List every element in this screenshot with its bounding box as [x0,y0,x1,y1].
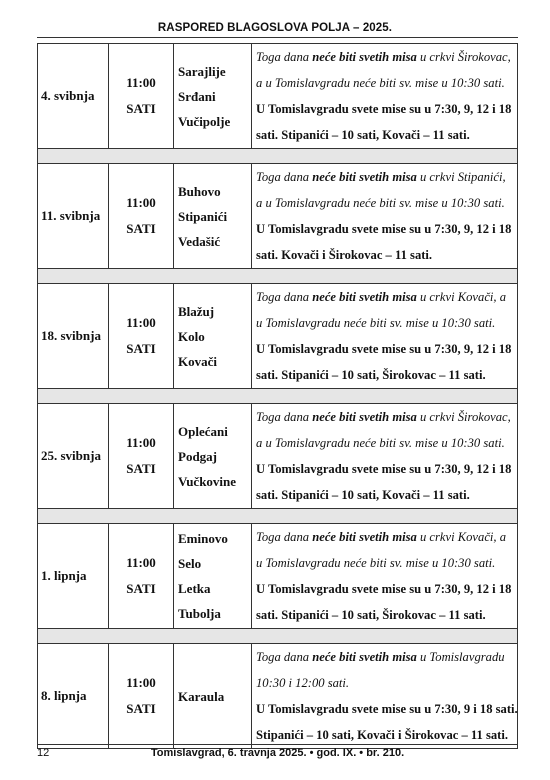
note-text: neće biti svetih misa [312,650,417,664]
table-row [38,524,518,629]
date-cell: 11. svibnja [38,164,109,269]
time-line: SATI [126,701,156,716]
note-text: Toga dana [256,650,313,664]
separator-cell [38,269,518,284]
issue-info: Tomislavgrad, 6. travnja 2025. • god. IX. • br. 210. [150,747,405,759]
note-text: neće biti svetih misa [312,50,417,64]
note-text: sati. Stipanići – 10 sati, Kovači – 11 sati. [256,488,470,502]
note-line [256,524,515,550]
place-name: Srđani [178,88,216,104]
note-text: neće biti svetih misa [312,290,417,304]
row-separator [38,149,518,164]
place-name: Karaula [178,688,225,704]
page-title: RASPORED BLAGOSLOVA POLJA – 2025. [157,22,393,34]
table-row [38,404,518,509]
time-cell [109,284,174,389]
note-text: U Tomislavgradu svete mise su u 7:30, 9, 12 i 18 [256,102,512,116]
note-line [256,602,515,628]
place-name: Kovači [178,353,217,369]
places-cell [174,284,252,389]
note-cell [252,524,518,629]
time-line: SATI [126,101,156,116]
note-text: sati. Stipanići – 10 sati, Širokovac – 11 sati. [256,368,486,382]
time-line: 11:00 [126,75,156,90]
note-text: U Tomislavgradu svete mise su u 7:30, 9, 12 i 18 [256,342,512,356]
note-line [256,576,515,602]
note-text: neće biti svetih misa [312,410,417,424]
note-cell [252,284,518,389]
note-text: Toga dana [256,290,313,304]
row-separator [38,629,518,644]
note-text: u Tomislavgradu neće biti sv. mise u 10:30 sati. [256,556,496,570]
time-cell [109,644,174,749]
note-line [256,96,515,122]
note-text: U Tomislavgradu svete mise su u 7:30, 9 i 18 sati. [256,702,518,716]
place-name: Selo [178,556,202,571]
table-row [38,284,518,389]
note-line [256,44,515,70]
row-separator [38,389,518,404]
note-text: neće biti svetih misa [312,170,417,184]
note-text: U Tomislavgradu svete mise su u 7:30, 9, 12 i 18 [256,222,512,236]
date-cell: 4. svibnja [38,44,109,149]
note-line [256,482,515,508]
note-cell [252,164,518,269]
places-cell [174,404,252,509]
table-row [38,44,518,149]
note-line [256,644,515,670]
note-line [256,164,515,190]
note-text: u crkvi Širokovac, [416,410,511,424]
time-line: 11:00 [126,315,156,330]
row-separator [38,269,518,284]
note-line [256,190,515,216]
separator-cell [38,629,518,644]
note-line [256,310,515,336]
places-cell [174,164,252,269]
schedule-table [37,43,518,749]
places-cell [174,524,252,629]
note-line [256,284,515,310]
place-name: Podgaj [178,448,217,464]
place-name: Letka [178,581,211,596]
place-name: Eminovo [178,531,228,546]
note-text: Toga dana [256,170,313,184]
note-line [256,122,515,148]
time-line: 11:00 [126,195,156,210]
note-line [256,242,515,268]
places-cell [174,44,252,149]
note-text: u crkvi Kovači, a [416,530,507,544]
date-cell: 8. lipnja [38,644,109,749]
note-cell [252,44,518,149]
separator-cell [38,509,518,524]
table-row [38,164,518,269]
note-line [256,336,515,362]
date-cell: 18. svibnja [38,284,109,389]
note-text: Toga dana [256,410,313,424]
note-text: U Tomislavgradu svete mise su u 7:30, 9, 12 i 18 [256,462,512,476]
place-name: Tubolja [178,606,221,621]
note-text: u Tomislavgradu [416,650,505,664]
header-rule [37,37,518,38]
place-name: Vedašić [178,233,221,249]
place-name: Buhovo [178,183,221,199]
time-line: SATI [126,461,156,476]
place-name: Sarajlije [178,63,226,79]
separator-cell [38,389,518,404]
place-name: Vučkovine [178,473,237,489]
note-line [256,362,515,388]
note-line [256,70,515,96]
note-text: sati. Stipanići – 10 sati, Širokovac – 11 sati. [256,608,486,622]
time-line: SATI [126,581,156,596]
page-number: 12 [37,747,50,759]
note-text: neće biti svetih misa [312,530,417,544]
note-text: sati. Kovači i Širokovac – 11 sati. [256,248,433,262]
note-text: u crkvi Stipanići, [416,170,506,184]
place-name: Kolo [178,328,205,344]
time-line: SATI [126,341,156,356]
note-text: Toga dana [256,530,313,544]
date-cell: 1. lipnja [38,524,109,629]
note-text: Stipanići – 10 sati, Kovači i Širokovac – 11 sati. [256,728,509,742]
place-name: Stipanići [178,208,228,224]
time-line: 11:00 [126,555,156,570]
note-text: a u Tomislavgradu neće biti sv. mise u 10:30 sati. [256,76,505,90]
time-cell [109,404,174,509]
places-cell [174,644,252,749]
table-row [38,644,518,749]
note-text: sati. Stipanići – 10 sati, Kovači – 11 sati. [256,128,470,142]
separator-cell [38,149,518,164]
note-cell [252,404,518,509]
note-text: u Tomislavgradu neće biti sv. mise u 10:30 sati. [256,316,496,330]
place-name: Blažuj [178,303,215,319]
time-cell [109,164,174,269]
note-text: u crkvi Širokovac, [416,50,511,64]
note-text: a u Tomislavgradu neće biti sv. mise u 10:30 sati. [256,196,505,210]
note-line [256,456,515,482]
note-line [256,550,515,576]
note-line [256,670,515,696]
time-line: SATI [126,221,156,236]
row-separator [38,509,518,524]
time-cell [109,44,174,149]
footer-rule [37,744,518,745]
time-line: 11:00 [126,675,156,690]
note-line [256,404,515,430]
place-name: Vučipolje [178,113,231,129]
note-text: 10:30 i 12:00 sati. [256,676,350,690]
note-text: a u Tomislavgradu neće biti sv. mise u 10:30 sati. [256,436,505,450]
note-line [256,696,518,722]
note-text: U Tomislavgradu svete mise su u 7:30, 9, 12 i 18 [256,582,512,596]
note-text: u crkvi Kovači, a [416,290,507,304]
note-cell [252,644,518,749]
note-line [256,216,515,242]
time-cell [109,524,174,629]
time-line: 11:00 [126,435,156,450]
note-text: Toga dana [256,50,313,64]
place-name: Oplećani [178,423,228,439]
note-line [256,430,515,456]
date-cell: 25. svibnja [38,404,109,509]
